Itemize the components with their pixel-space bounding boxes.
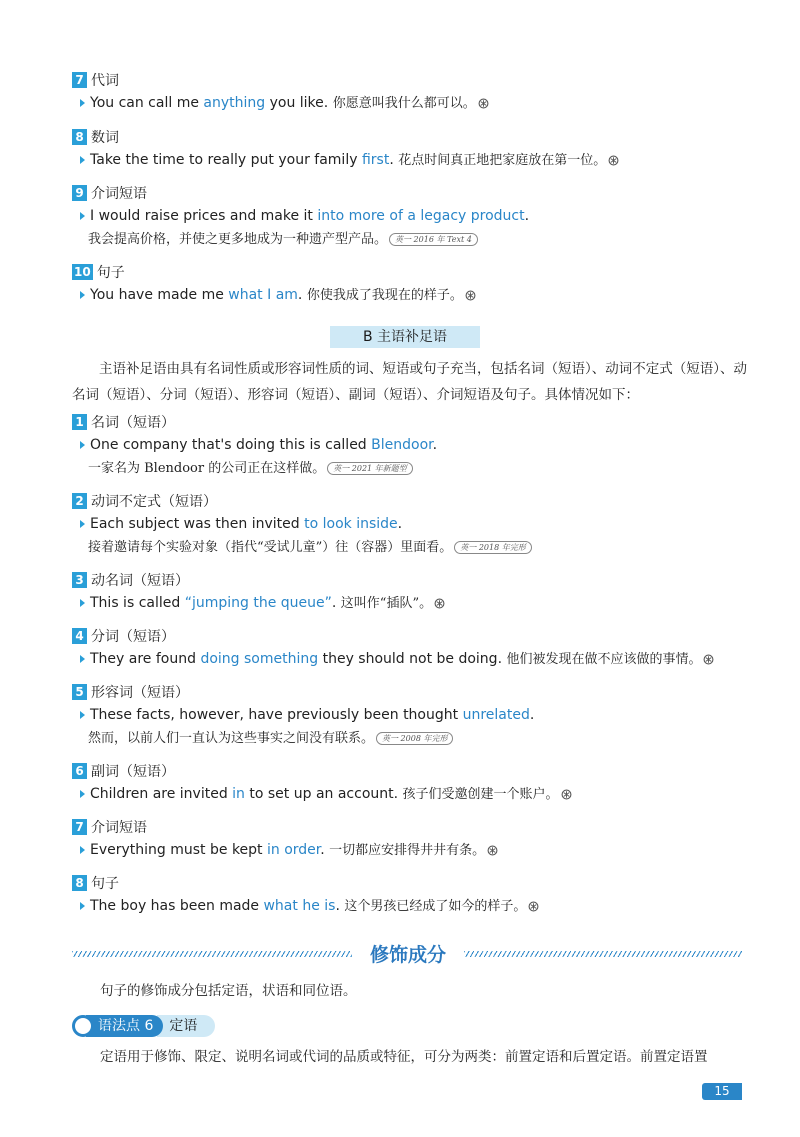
example-sentence (72, 841, 752, 860)
sentence-text: they should not be doing. (318, 651, 503, 667)
sentence-text: . (397, 516, 403, 532)
seal-emblem-icon (703, 654, 714, 665)
page-number: 15 (702, 1083, 742, 1100)
sentence-text: you like. (265, 95, 329, 111)
item-number-badge: 4 (72, 628, 87, 644)
item-heading (72, 761, 752, 781)
bullet-triangle-icon (80, 291, 85, 299)
subject-phrase: This (90, 595, 119, 611)
chinese-translation: 我会提高价格，并使之更多地成为一种遗产型产品。 (88, 232, 388, 247)
highlighted-phrase: what he is (263, 898, 336, 914)
sentence-text: I would raise prices and make (90, 208, 304, 224)
divider-title: 修饰成分 (369, 944, 446, 966)
sentence-text: to set up an account. (244, 786, 399, 802)
example-sentence (72, 706, 752, 725)
item-block (72, 682, 752, 746)
highlighted-phrase: first (361, 152, 390, 168)
item-title: 动名词（短语） (91, 573, 189, 589)
item-title: 句子 (96, 265, 125, 281)
sentence-text: has been made (146, 898, 264, 914)
example-sentence (72, 785, 752, 804)
item-title: 介词短语 (91, 820, 147, 836)
sentence-text: . (335, 898, 340, 914)
source-tag: 英一 2021 年新题型 (327, 462, 412, 475)
example-sentence (72, 286, 752, 305)
item-title: 数词 (91, 130, 119, 146)
highlighted-phrase: to look inside (304, 516, 398, 532)
chinese-translation: 然而，以前人们一直认为这些事实之间没有联系。 (88, 731, 375, 746)
subject-phrase: your family (278, 152, 358, 168)
highlighted-phrase: Blendoor (371, 437, 433, 453)
subject-phrase: Everything (90, 842, 166, 858)
sentence-text: is called (118, 595, 185, 611)
chinese-translation: 孩子们受邀创建一个账户。 (402, 787, 559, 802)
chinese-translation: 接着邀请每个实验对象（指代“受试儿童”）往（容器）里面看。 (88, 540, 453, 555)
bullet-triangle-icon (80, 441, 85, 449)
sentence-text: . (524, 208, 530, 224)
sentence-text: was then invited (179, 516, 305, 532)
item-number-badge: 5 (72, 684, 87, 700)
highlighted-phrase: anything (203, 95, 266, 111)
modifier-intro: 句子的修饰成分包括定语，状语和同位语。 (100, 983, 357, 999)
source-tag: 英一 2018 年完形 (454, 541, 531, 554)
chinese-translation: 花点时间真正地把家庭放在第一位。 (398, 153, 607, 168)
divider-hatch-left (72, 951, 352, 957)
chinese-translation: 这叫作“插队”。 (340, 596, 433, 611)
sentence-text: You can call (90, 95, 177, 111)
subject-phrase: These facts (90, 707, 171, 723)
section-divider (72, 940, 742, 968)
item-heading (72, 262, 752, 282)
item-block (72, 491, 752, 555)
seal-emblem-icon (478, 98, 489, 109)
translation-line (88, 536, 752, 555)
item-block (72, 127, 752, 170)
bullet-triangle-icon (80, 99, 85, 107)
item-heading (72, 70, 752, 90)
item-title: 形容词（短语） (91, 685, 189, 701)
item-title: 动词不定式（短语） (91, 494, 217, 510)
chinese-translation: 一切都应安排得井井有条。 (329, 843, 486, 858)
translation-line (88, 228, 752, 247)
source-tag: 英一 2016 年 Text 4 (389, 233, 478, 246)
divider-hatch-right (464, 951, 742, 957)
item-block (72, 262, 752, 305)
item-heading (72, 127, 752, 147)
sentence-text: are invited (148, 786, 233, 802)
item-block (72, 412, 752, 476)
subject-phrase: it (303, 208, 313, 224)
sentence-text: . (297, 287, 303, 303)
bullet-triangle-icon (80, 599, 85, 607)
highlighted-phrase: doing something (200, 651, 319, 667)
item-heading (72, 570, 752, 590)
item-block (72, 761, 752, 804)
seal-emblem-icon (434, 598, 445, 609)
item-block (72, 626, 752, 669)
bullet-triangle-icon (80, 212, 85, 220)
example-sentence (72, 515, 752, 534)
highlighted-phrase: into more of a legacy product (317, 208, 525, 224)
highlighted-phrase: what I am (228, 287, 298, 303)
sentence-text: . (320, 842, 325, 858)
item-title: 句子 (91, 876, 119, 892)
item-number-badge: 9 (72, 185, 87, 201)
example-sentence (72, 594, 752, 613)
sentence-text: . (529, 707, 535, 723)
item-number-badge: 10 (74, 265, 91, 279)
highlighted-phrase: “jumping the queue” (184, 595, 332, 611)
seal-emblem-icon (528, 901, 539, 912)
example-sentence (72, 650, 752, 669)
bullet-triangle-icon (80, 156, 85, 164)
highlighted-phrase: unrelated (462, 707, 530, 723)
item-block (72, 183, 752, 247)
item-title: 名词（短语） (91, 415, 175, 431)
item-block (72, 817, 752, 860)
seal-emblem-icon (608, 155, 619, 166)
example-sentence (72, 207, 752, 226)
section-b-intro: 主语补足语由具有名词性质或形容词性质的词、短语或句子充当，包括名词（短语）、动词不定式（短语）、动名词（短语）、分词（短语）、形容词（短语）、副词（短语）、介词短语及句子。具体情况如下： (72, 361, 747, 403)
item-heading (72, 817, 752, 837)
sentence-text: , however, have previously been thought (170, 707, 463, 723)
example-sentence (72, 151, 752, 170)
section-b-banner: B 主语补足语 (330, 326, 480, 348)
sentence-text: Take the time to really put (90, 152, 279, 168)
item-title: 介词短语 (91, 186, 147, 202)
item-title: 分词（短语） (91, 629, 175, 645)
item-heading (72, 412, 752, 432)
item-number-badge: 8 (72, 875, 87, 891)
item-number-badge: 7 (72, 72, 87, 88)
sentence-text: must be kept (165, 842, 267, 858)
sentence-text: . (432, 437, 438, 453)
item-title: 副词（短语） (91, 764, 175, 780)
highlighted-phrase: in order (267, 842, 321, 858)
example-sentence (72, 897, 752, 916)
subject-phrase: me (176, 95, 199, 111)
grammar-point-title: 定语 (157, 1015, 215, 1037)
bullet-triangle-icon (80, 846, 85, 854)
chinese-translation: 一家名为 Blendoor 的公司正在这样做。 (88, 461, 326, 476)
highlighted-phrase: in (232, 786, 245, 802)
sentence-text: . (389, 152, 394, 168)
subject-phrase: me (201, 287, 224, 303)
item-heading (72, 183, 752, 203)
source-tag: 英一 2008 年完形 (376, 732, 453, 745)
seal-emblem-icon (561, 789, 572, 800)
sentence-text: are found (124, 651, 201, 667)
magnifier-icon (72, 1015, 94, 1037)
bullet-triangle-icon (80, 790, 85, 798)
translation-line (88, 727, 752, 746)
chinese-translation: 你使我成了我现在的样子。 (306, 288, 463, 303)
item-number-badge: 2 (72, 493, 87, 509)
sentence-text: . (331, 595, 337, 611)
example-sentence (72, 94, 752, 113)
item-block (72, 70, 752, 113)
subject-phrase: Each subject (90, 516, 180, 532)
seal-emblem-icon (487, 845, 498, 856)
seal-emblem-icon (465, 290, 476, 301)
bullet-triangle-icon (80, 520, 85, 528)
item-heading (72, 682, 752, 702)
chinese-translation: 他们被发现在做不应该做的事情。 (506, 652, 702, 667)
item-heading (72, 626, 752, 646)
sentence-text: You have made (90, 287, 202, 303)
bullet-triangle-icon (80, 711, 85, 719)
chinese-translation: 这个男孩已经成了如今的样子。 (344, 899, 527, 914)
bullet-triangle-icon (80, 655, 85, 663)
grammar-point-label: 语法点 6 (86, 1015, 163, 1037)
item-number-badge: 8 (72, 129, 87, 145)
item-block (72, 570, 752, 613)
subject-phrase: They (90, 651, 125, 667)
item-heading (72, 491, 752, 511)
item-heading (72, 873, 752, 893)
translation-line (88, 457, 752, 476)
item-number-badge: 7 (72, 819, 87, 835)
subject-phrase: One company (90, 437, 188, 453)
example-sentence (72, 436, 752, 455)
item-title: 代词 (91, 73, 119, 89)
item-number-badge: 1 (72, 414, 87, 430)
final-paragraph: 定语用于修饰、限定、说明名词或代词的品质或特征，可分为两类：前置定语和后置定语。前置定语置 (100, 1049, 708, 1065)
grammar-point-badge (72, 1013, 215, 1039)
bullet-triangle-icon (80, 902, 85, 910)
chinese-translation: 你愿意叫我什么都可以。 (332, 96, 476, 111)
subject-phrase: Children (90, 786, 149, 802)
item-number-badge: 6 (72, 763, 87, 779)
item-block (72, 873, 752, 916)
item-number-badge: 3 (72, 572, 87, 588)
subject-phrase: The boy (90, 898, 147, 914)
sentence-text: that's doing this is called (187, 437, 372, 453)
